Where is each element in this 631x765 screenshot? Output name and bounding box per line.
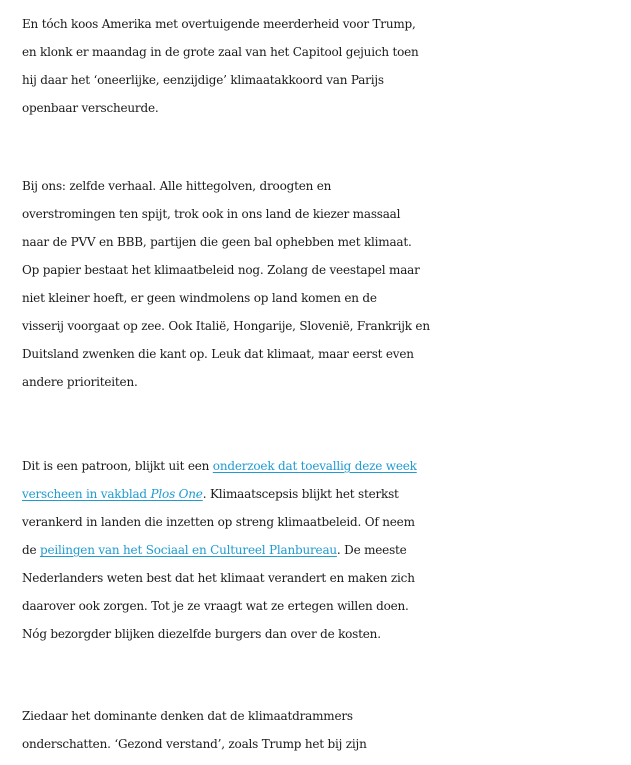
study-link-continued[interactable] — [22, 487, 203, 501]
paragraph-4 — [22, 702, 628, 758]
text-line: onderschatten. ‘Gezond verstand’, zoals Trump het bij zijn — [22, 737, 367, 751]
text-line: visserij voorgaat op zee. Ook Italië, Hongarije, Slovenië, Frankrijk en — [22, 319, 430, 333]
text-line: Nederlanders weten best dat het klimaat verandert en maken zich — [22, 571, 415, 585]
text-line: Nóg bezorgder blijken diezelfde burgers dan over de kosten. — [22, 627, 381, 641]
text-line — [22, 452, 628, 480]
text-line: Duitsland zwenken die kant op. Leuk dat klimaat, maar eerst even — [22, 347, 414, 361]
study-link-text: onderzoek dat toevallig deze week — [212, 459, 417, 473]
scp-polls-link[interactable]: peilingen van het Sociaal en Cultureel Planbureau — [40, 543, 337, 557]
study-link-text: verscheen in vakblad — [22, 487, 151, 501]
text-line: en klonk er maandag in de grote zaal van het Capitool gejuich toen — [22, 45, 419, 59]
paragraph-2 — [22, 172, 628, 396]
text-line: En tóch koos Amerika met overtuigende meerderheid voor Trump, — [22, 17, 416, 31]
study-link[interactable] — [213, 459, 417, 473]
text-segment: . De meeste — [336, 543, 407, 557]
text-line: niet kleiner hoeft, er geen windmolens op land komen en de — [22, 291, 377, 305]
journal-name: Plos One — [150, 487, 203, 501]
text-line: andere prioriteiten. — [22, 375, 138, 389]
paragraph-3 — [22, 452, 628, 648]
text-segment: Dit is een patroon, blijkt uit een — [22, 459, 213, 473]
text-line: Bij ons: zelfde verhaal. Alle hittegolven, droogten en — [22, 179, 332, 193]
text-segment: . Klimaatscepsis blijkt het sterkst — [202, 487, 399, 501]
text-line — [22, 480, 628, 508]
text-line — [22, 536, 628, 564]
paragraph-1 — [22, 10, 628, 122]
text-line: verankerd in landen die inzetten op streng klimaatbeleid. Of neem — [22, 515, 415, 529]
text-line: hij daar het ‘oneerlijke, eenzijdige’ klimaatakkoord van Parijs — [22, 73, 384, 87]
text-line: naar de PVV en BBB, partijen die geen bal ophebben met klimaat. — [22, 235, 412, 249]
text-line: overstromingen ten spijt, trok ook in ons land de kiezer massaal — [22, 207, 401, 221]
text-line: daarover ook zorgen. Tot je ze vraagt wat ze ertegen willen doen. — [22, 599, 409, 613]
text-line: Op papier bestaat het klimaatbeleid nog. Zolang de veestapel maar — [22, 263, 420, 277]
text-segment: de — [22, 543, 40, 557]
text-line: openbaar verscheurde. — [22, 101, 159, 115]
text-line: Ziedaar het dominante denken dat de klimaatdrammers — [22, 709, 353, 723]
